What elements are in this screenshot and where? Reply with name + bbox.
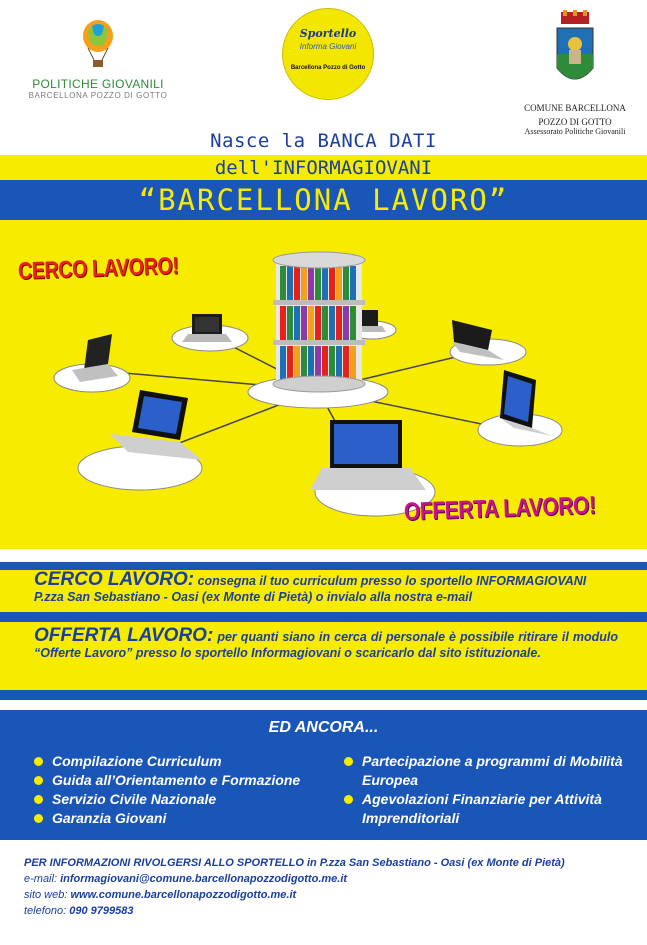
email-label: e-mail:: [24, 873, 58, 885]
title-line-1: Nasce la BANCA DATI: [210, 130, 437, 152]
list-item: Garanzia Giovani: [34, 809, 334, 828]
ed-ancora-title: ED ANCORA...: [268, 719, 379, 736]
services-list-right: [344, 752, 644, 828]
web-label: sito web:: [24, 889, 68, 901]
city-crest-icon: [551, 10, 599, 94]
services-list-left: [34, 752, 334, 828]
politiche-giovanili-subtitle: BARCELLONA POZZO DI GOTTO: [28, 91, 168, 100]
phone-number: 090 9799583: [69, 905, 134, 917]
email-link[interactable]: informagiovani@comune.barcellonapozzodigotto.me.it: [60, 873, 348, 885]
offerta-lavoro-info: [34, 625, 618, 661]
offerta-lavoro-label: OFFERTA LAVORO:: [34, 625, 214, 646]
politiche-giovanili-logo: [28, 20, 168, 100]
hot-air-balloon-icon: [78, 20, 118, 68]
sportello-logo-title: Sportello: [299, 27, 357, 40]
comune-name-line1: COMUNE BARCELLONA: [524, 103, 626, 113]
comune-crest-block: [520, 10, 630, 137]
sportello-informagiovani-logo: [282, 8, 374, 100]
bullet-icon: [34, 795, 43, 804]
title-line-2: dell'INFORMAGIOVANI: [214, 157, 433, 179]
bullet-icon: [34, 757, 43, 766]
title-line-3: “BARCELLONA LAVORO”: [138, 183, 509, 217]
comune-name-line2: POZZO DI GOTTO: [538, 117, 612, 127]
cerco-lavoro-label: CERCO LAVORO:: [34, 569, 195, 590]
bullet-icon: [344, 757, 353, 766]
offerta-lavoro-text: per quanti siano in cerca di personale è possibile ritirare il modulo “Offerte Lavoro” presso lo sportello Informagiovani o scaricarlo dal sito istituzionale.: [34, 630, 618, 660]
contact-footer: [24, 855, 634, 919]
offerta-lavoro-sticker: OFFERTA LAVORO!: [403, 491, 596, 526]
binder-tower: [273, 252, 365, 392]
phone-label: telefono:: [24, 905, 67, 917]
cerco-lavoro-text: consegna il tuo curriculum presso lo sportello INFORMAGIOVANI: [197, 574, 587, 588]
list-item: Servizio Civile Nazionale: [34, 790, 334, 809]
comune-assessorato: Assessorato Politiche Giovanili: [524, 127, 626, 136]
cerco-lavoro-info: [34, 569, 624, 605]
footer-email-row: [24, 871, 634, 887]
cerco-lavoro-text-2: P.zza San Sebastiano - Oasi (ex Monte di Pietà) o invialo alla nostra e-mail: [34, 590, 473, 604]
bullet-icon: [34, 814, 43, 823]
list-item: Guida all’Orientamento e Formazione: [34, 771, 334, 790]
footer-heading: PER INFORMAZIONI RIVOLGERSI ALLO SPORTELLO in P.zza San Sebastiano - Oasi (ex Monte di Pietà): [24, 857, 565, 869]
cerco-lavoro-sticker: CERCO LAVORO!: [17, 252, 179, 285]
list-item: Partecipazione a programmi di Mobilità Europea: [344, 752, 632, 790]
sportello-logo-city: Barcellona Pozzo di Gotto: [290, 65, 366, 71]
list-item: Agevolazioni Finanziarie per Attività Imprenditoriali: [344, 790, 647, 828]
bullet-icon: [34, 776, 43, 785]
bullet-icon: [344, 795, 353, 804]
footer-phone-row: [24, 903, 634, 919]
footer-web-row: [24, 887, 634, 903]
politiche-giovanili-title: POLITICHE GIOVANILI: [32, 77, 164, 91]
list-item: Compilazione Curriculum: [34, 752, 334, 771]
website-link[interactable]: www.comune.barcellonapozzodigotto.me.it: [70, 889, 297, 901]
sportello-logo-subtitle: Informa Giovani: [299, 42, 357, 51]
